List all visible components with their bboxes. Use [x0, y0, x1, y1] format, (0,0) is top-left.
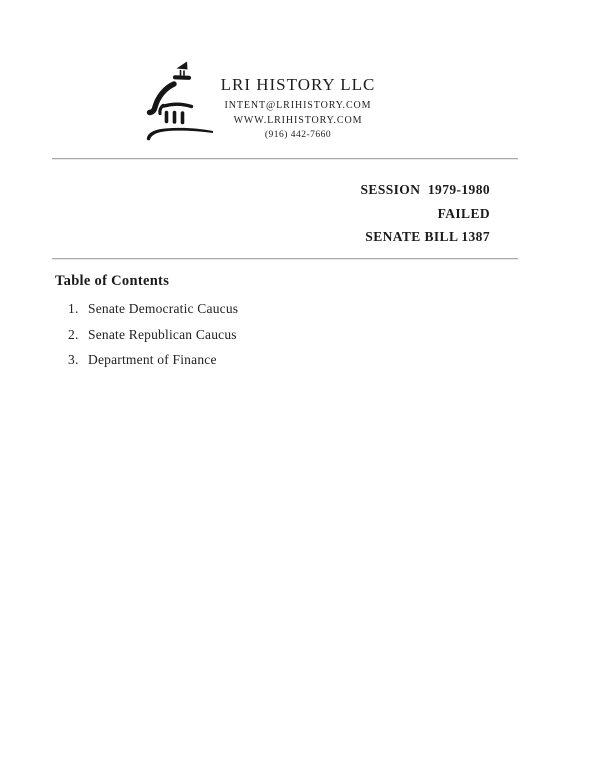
letterhead [150, 74, 446, 143]
session-line: SESSION 1979-1980 [360, 182, 490, 197]
website-text: WWW.LRIHISTORY.COM [233, 115, 363, 126]
toc-list [68, 301, 238, 378]
divider-bottom [52, 258, 518, 260]
toc-item-label: Senate Republican Caucus [88, 326, 237, 342]
toc-item [68, 301, 238, 316]
toc-item [68, 327, 238, 342]
toc-item-number: 1. [68, 301, 79, 316]
session-block [361, 178, 490, 249]
phone-text: (916) 442-7660 [264, 130, 332, 140]
toc-item-label: Senate Democratic Caucus [88, 301, 239, 316]
email-text: INTENT@LRIHISTORY.COM [224, 100, 372, 111]
toc-item-label: Department of Finance [88, 352, 217, 367]
bill-line: SENATE BILL 1387 [365, 229, 490, 244]
toc-heading: Table of Contents [55, 273, 170, 289]
toc-item [68, 352, 238, 367]
toc-item-number: 3. [68, 352, 79, 367]
company-name: LRI HISTORY LLC [220, 75, 376, 94]
toc-item-number: 2. [68, 326, 79, 342]
divider-top [52, 158, 518, 160]
status-line: FAILED [437, 205, 490, 221]
